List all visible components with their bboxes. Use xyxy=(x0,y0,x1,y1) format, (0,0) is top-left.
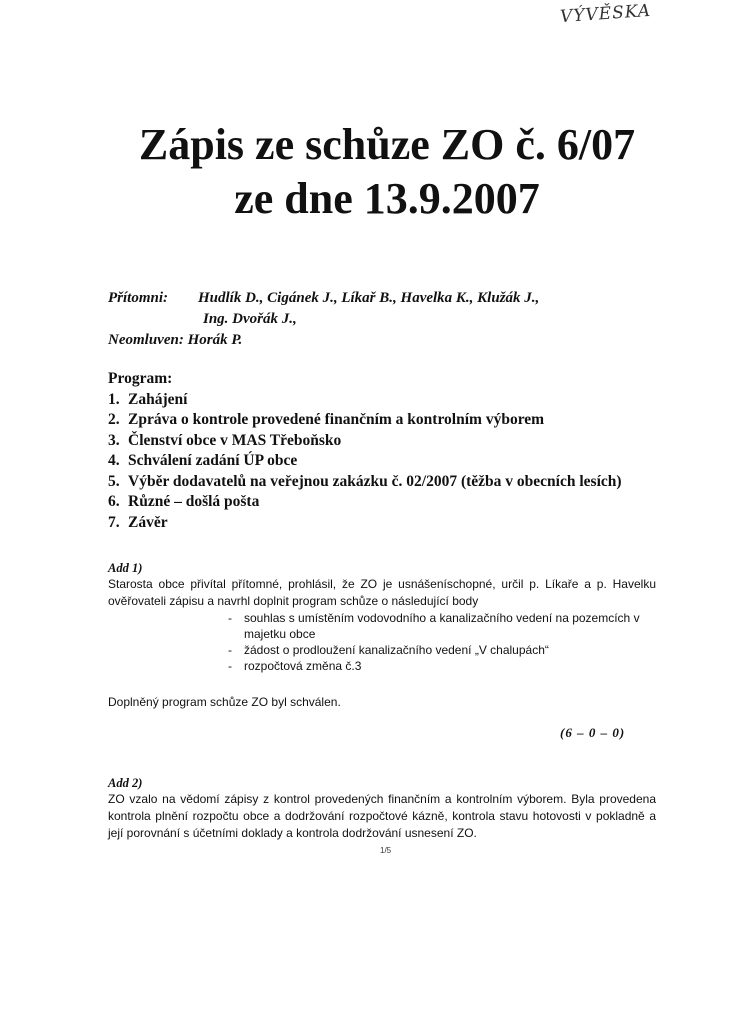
bullet-dash: - xyxy=(228,643,232,657)
program-item-text: Zahájení xyxy=(128,390,188,408)
add2-heading: Add 2) xyxy=(108,776,143,790)
bullet-text: žádost o prodloužení kanalizačního vedení „V chalupách“ xyxy=(244,643,549,657)
program-item-text: Členství obce v MAS Třeboňsko xyxy=(128,431,342,449)
program-item xyxy=(108,513,622,534)
program-item xyxy=(108,390,622,411)
present-names-line-2: Ing. Dvořák J., xyxy=(203,311,297,327)
handwritten-note: VÝVĚSKA xyxy=(559,0,652,28)
program-item xyxy=(108,472,622,493)
present-label: Přítomni: xyxy=(108,290,169,306)
program-item-number: 4. xyxy=(108,452,120,469)
page-number: 1/5 xyxy=(380,846,392,855)
add1-bullet-list xyxy=(228,610,668,674)
program-item xyxy=(108,410,622,431)
approval-statement: Doplněný program schůze ZO byl schválen. xyxy=(108,695,341,709)
program-item-number: 5. xyxy=(108,472,120,490)
document-title xyxy=(0,118,744,226)
vote-result: (6 – 0 – 0) xyxy=(560,725,626,740)
bullet-text: souhlas s umístěním vodovodního a kanalizačního vedení na pozemcích v majetku obce xyxy=(244,611,640,641)
program-section xyxy=(108,369,622,533)
program-item xyxy=(108,431,622,452)
bullet-text: rozpočtová změna č.3 xyxy=(244,659,362,673)
program-item-text: Schválení zadání ÚP obce xyxy=(128,452,298,469)
program-item-number: 7. xyxy=(108,513,120,531)
program-item-number: 2. xyxy=(108,411,120,428)
add2-paragraph: ZO vzalo na vědomí zápisy z kontrol provedených finančním a kontrolním výborem. Byla provedena kontrola plnění rozpočtu obce a dodržování rozpočtové kázně, kontrola stavu hotovosti v pokladně a její porovnání s účetními doklady a kontrola dodržování usnesení ZO. xyxy=(108,792,656,840)
program-item xyxy=(108,451,622,472)
program-item-text: Zpráva o kontrole provedené finančním a kontrolním výborem xyxy=(128,411,545,428)
add1-heading: Add 1) xyxy=(108,561,143,575)
program-item-text: Různé – došlá pošta xyxy=(128,493,260,510)
program-item-text: Výběr dodavatelů na veřejnou zakázku č. 02/2007 (těžba v obecních lesích) xyxy=(128,472,622,490)
program-heading: Program: xyxy=(108,370,173,387)
bullet-dash: - xyxy=(228,611,232,625)
absent-row xyxy=(108,330,539,351)
present-names-line-1: Hudlík D., Cigánek J., Líkař B., Havelka K., Klužák J., xyxy=(198,290,540,306)
program-item-number: 1. xyxy=(108,390,120,408)
bullet-dash: - xyxy=(228,659,232,673)
add1-paragraph: Starosta obce přivítal přítomné, prohlásil, že ZO je usnášeníschopné, určil p. Líkaře a p. Havelku ověřovateli zápisu a navrhl doplnit program schůze o následující body xyxy=(108,577,656,608)
attendance-block xyxy=(108,288,539,351)
absent-label: Neomluven: xyxy=(108,332,184,348)
list-item xyxy=(228,658,668,674)
present-row xyxy=(108,288,539,309)
title-line-2: ze dne 13.9.2007 xyxy=(234,174,540,223)
program-item-number: 3. xyxy=(108,431,120,449)
title-line-1: Zápis ze schůze ZO č. 6/07 xyxy=(138,120,636,169)
program-item-text: Závěr xyxy=(128,513,168,531)
list-item xyxy=(228,610,668,642)
list-item xyxy=(228,642,668,658)
program-item xyxy=(108,492,622,513)
absent-names: Horák P. xyxy=(187,332,243,348)
program-item-number: 6. xyxy=(108,493,120,510)
